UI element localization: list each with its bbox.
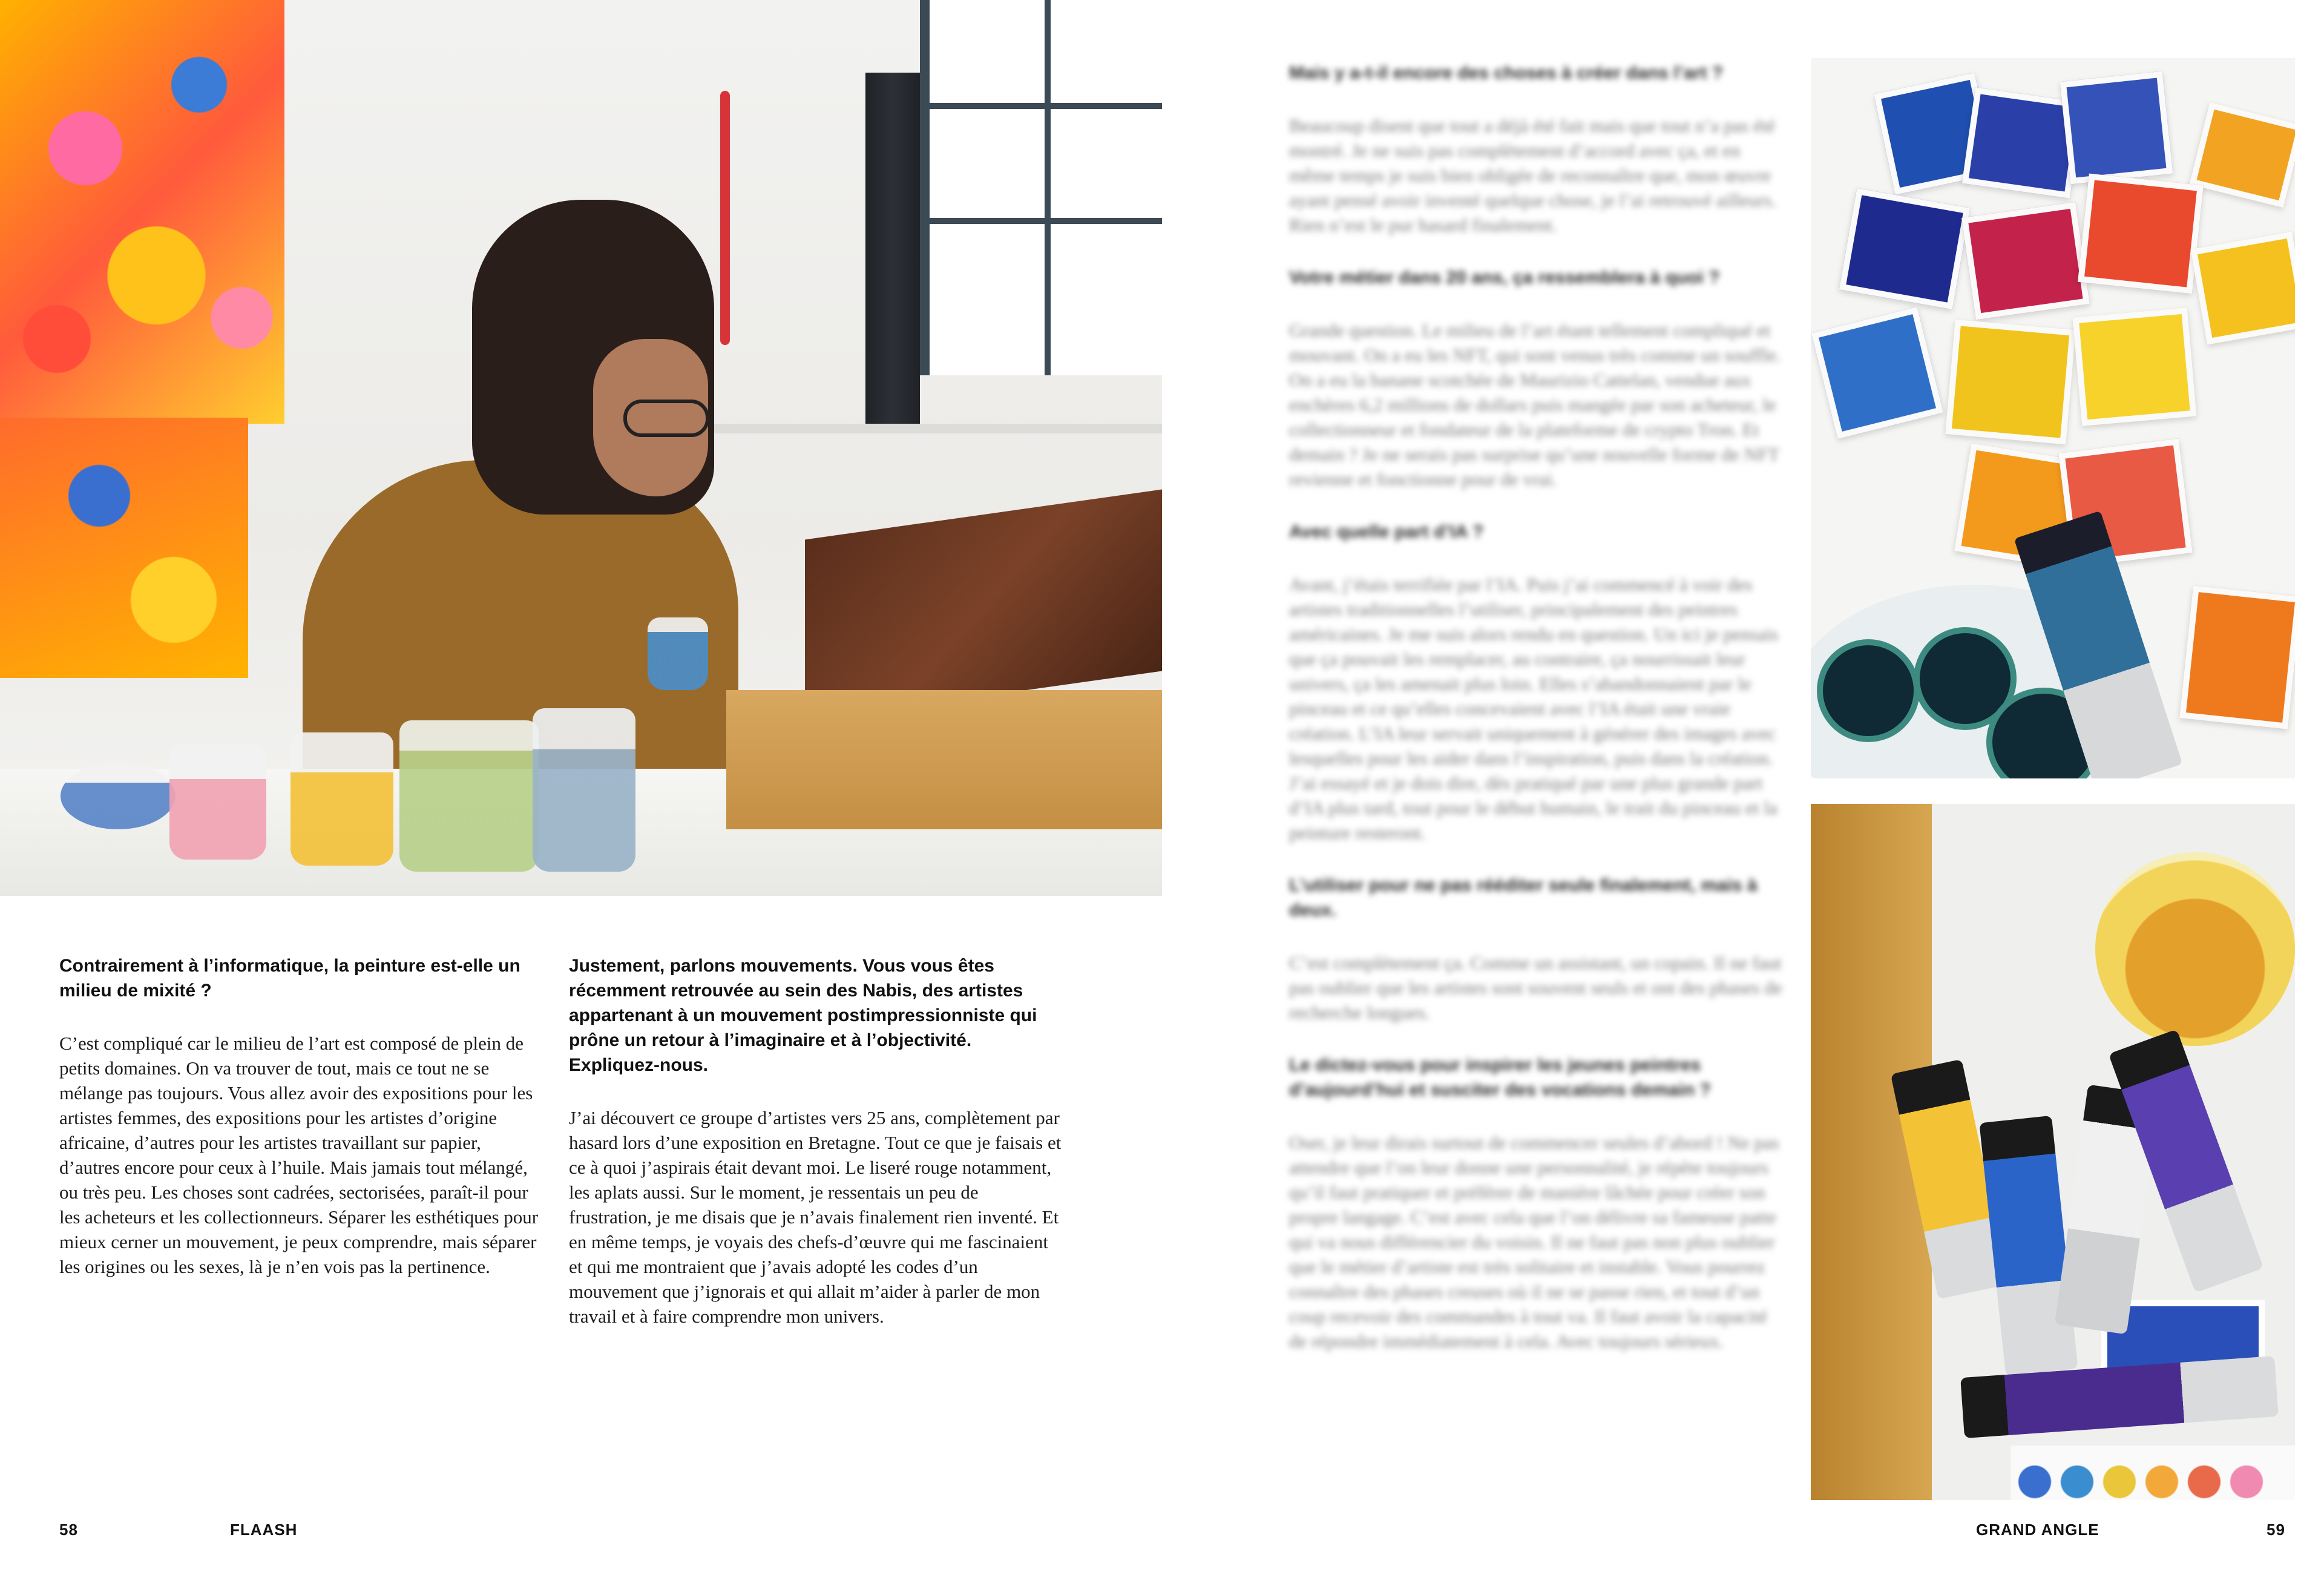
shelf	[696, 424, 1162, 433]
glasses-icon	[623, 400, 709, 437]
interview-question: Contrairement à l’informatique, la peinture est-elle un milieu de mixité ?	[59, 956, 520, 1001]
wall-painting	[0, 0, 284, 424]
blurred-answer: Avant, j’étais terrifiée par l’IA. Puis j’ai commencé à voir des artistes traditionnelles l’utiliser, principalement des peintres américaines. Je me suis alors rendu en question. Un ici je pensais que ça pouvait les remplacer, au contraire, ça nourrissait leur univers, ça les amenait plus loin. Elles s’abandonnaient par le pinceau et ce qu’elles concevaient avec l’IA était une vraie création. L’IA leur servait uniquement à générer des images avec lesquelles pour les aider dans l’inspiration, puis dans la création. J’ai essayé et je dois dire, dès pratiqué par une plus grande part d’IA plus tard, tout pour le début humain, le trait du pinceau et la peinture resteront.	[1289, 574, 1779, 843]
blurred-article-column	[1289, 61, 1785, 1381]
blurred-answer: Grande question. Le milieu de l’art étant tellement compliqué et mouvant. On a eu les NFT, qui sont venus très comme un souffle. On a eu la banane scotchée de Maurizio Cattelan, vendue aux enchères 6,2 millions de dollars puis mangée par son acheteur, le collectionneur et fondateur de la plateforme de crypto Tron. Et demain ? Je ne serais pas surprise qu’une nouvelle forme de NFT revienne et fonctionne pour de vrai.	[1289, 320, 1781, 490]
swatch	[2189, 102, 2295, 208]
blurred-answer: Beaucoup disent que tout a déjà été fait mais que tout n’a pas été montré. Je ne suis pas complètement d’accord avec ça, et en même temps je suis bien obligée de reconnaître que, mon œuvre ayant pensé avoir inventé quelque chose, je l’ai retrouvé ailleurs. Rien n’est le pur hasard finalement.	[1289, 115, 1776, 235]
paint-tubes-photo	[1811, 804, 2295, 1500]
page-number-left: 58	[59, 1521, 78, 1539]
blurred-question: Le dictez-vous pour inspirer les jeunes peintres d’aujourd’hui et susciter des vocations demain ?	[1289, 1055, 1711, 1100]
watercolor-swatches-photo	[1811, 58, 2295, 778]
wall-painting-lower	[0, 418, 248, 678]
blurred-question: Avec quelle part d’IA ?	[1289, 522, 1484, 542]
paint-tube	[1979, 1116, 2078, 1376]
interview-question: Justement, parlons mouvements. Vous vous êtes récemment retrouvée au sein des Nabis, des artistes appartenant à un mouvement postimpressionniste qui prône un retour à l’imaginaire et à l’objectivité. Expliquez-nous.	[569, 956, 1037, 1075]
paint-palette-dish	[61, 763, 176, 829]
interview-answer: C’est compliqué car le milieu de l’art est composé de plein de petits domaines. On va trouver de tout, mais ce tout ne se mélange pas toujours. Vous allez avoir des expositions pour les artistes femmes, des expositions pour les artistes d’origine africaine, d’autres pour les artistes travaillant sur papier, d’autres encore pour ceux à l’huile. Mais jamais tout mélangé, ou très peu. Les choses sont cadrées, sectorisées, paraît-il pour les acheteurs et les collectionneurs. Séparer les esthétiques pour mieux cerner un mouvement, je peux comprendre, mais séparer les origines ou les sexes, là je n’en vois pas la pertinence.	[59, 1033, 539, 1277]
swatch	[1945, 320, 2076, 445]
magazine-name: FLAASH	[230, 1521, 298, 1539]
color-dots-card	[2011, 1446, 2295, 1500]
paint-jar	[399, 720, 539, 872]
wooden-box-lid	[805, 490, 1162, 722]
paint-jar	[290, 732, 393, 866]
interview-answer: J’ai découvert ce groupe d’artistes vers 25 ans, complètement par hasard lors d’une exposition en Bretagne. Tout ce que je faisais et ce à quoi j’aspirais était devant moi. Le liseré rouge notamment, les aplats aussi. Sur le moment, je ressentais un peu de frustration, je me disais que je n’avais finalement rien inventé. Et en même temps, je voyais des chefs-d’œuvre qui me fascinaient et qui me montraient que j’avais adopté les codes d’un mouvement que j’ignorais et qui allait m’aider à parler de mon travail et à faire comprendre mon univers.	[569, 1107, 1062, 1327]
swatch	[2073, 308, 2197, 426]
swatch	[2179, 585, 2295, 729]
blurred-question: Votre métier dans 20 ans, ça ressemblera à quoi ?	[1289, 268, 1720, 288]
window	[920, 0, 1165, 375]
swatch	[1839, 188, 1971, 309]
article-column-1	[59, 953, 543, 1279]
blurred-question: Mais y a-t-il encore des choses à créer dans l’art ?	[1289, 63, 1723, 83]
paint-jar	[169, 745, 266, 860]
paint-jar	[533, 708, 635, 872]
palette-well	[1817, 639, 1920, 742]
wooden-box	[726, 690, 1162, 829]
section-name: GRAND ANGLE	[1976, 1521, 2099, 1539]
page-number-right: 59	[2267, 1521, 2285, 1539]
paint-jar	[648, 617, 708, 690]
blurred-answer: C’est complètement ça. Comme un assistant, un copain. Il ne faut pas oublier que les artistes sont souvent seuls et ont des phases de recherche longues.	[1289, 952, 1782, 1023]
swatch	[2078, 174, 2204, 294]
blurred-answer: Oser, je leur dirais surtout de commencer seules d’abord ! Ne pas attendre que l’on leur donne une personnalité, je répète toujours qu’il faut pratiquer et préférer de manière lâchée pour créer son propre langage. C’est avec cela que l’on délivre sa fameuse patte qui va nous différencier du voisin. Il ne faut pas non plus oublier que le métier d’artiste est très solitaire et instable. Vous pourrez connaître des phases creuses où il ne se passe rien, et tout d’un coup recevoir des commandes à tout va. Il faut avoir la capacité de répondre immédiatement à cela. Avec toujours sérieux.	[1289, 1132, 1779, 1352]
curtain	[865, 73, 920, 424]
blurred-question: L’utiliser pour ne pas rééditer seule finalement, mais à deux.	[1289, 875, 1758, 920]
swatch	[1961, 202, 2090, 320]
swatch	[2190, 231, 2295, 344]
swatch	[1811, 307, 1943, 439]
article-column-2	[569, 953, 1065, 1329]
yellow-paint-jar	[2095, 852, 2295, 1046]
red-pipe	[720, 91, 730, 345]
swatch	[2060, 71, 2173, 185]
artist-studio-photo	[0, 0, 1165, 896]
